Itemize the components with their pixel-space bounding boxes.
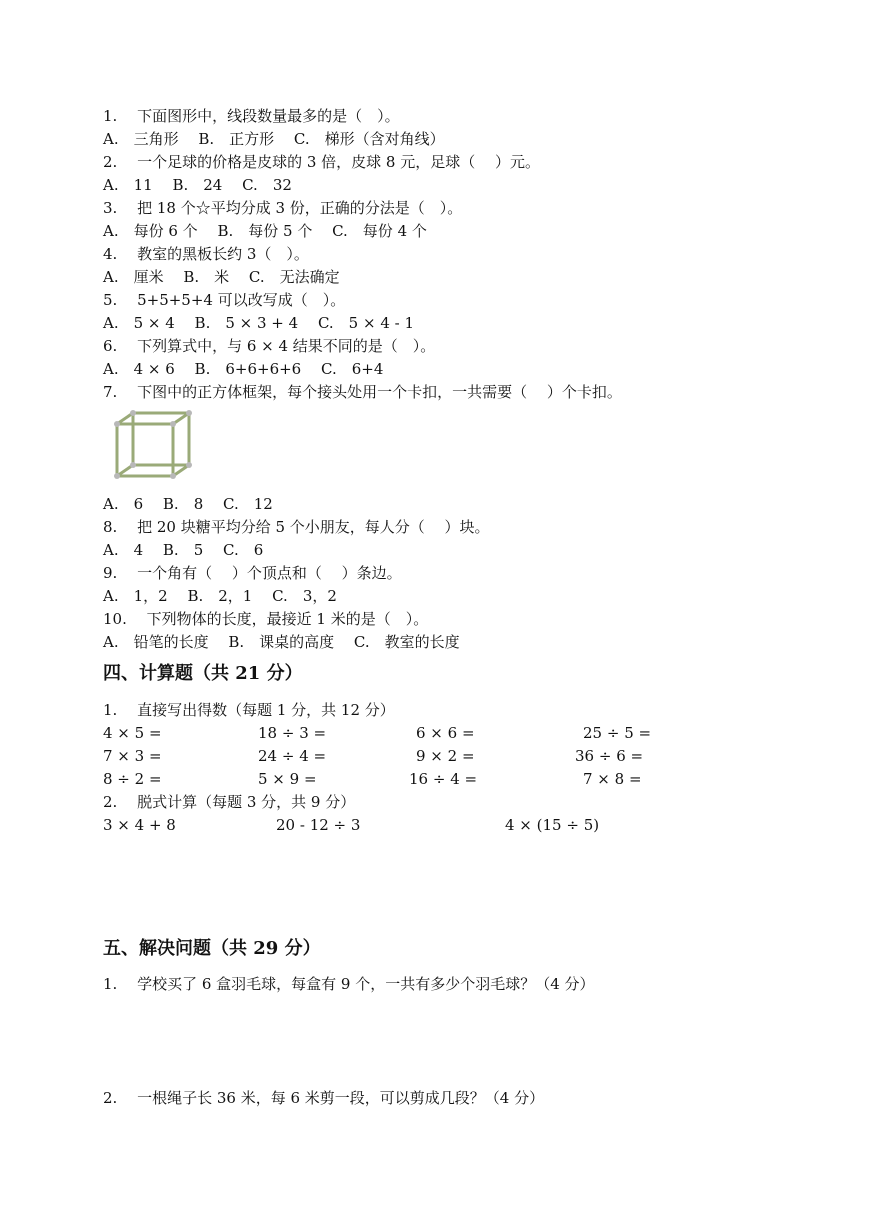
question-6-options: A. 4 × 6 B. 6+6+6+6 C. 6+4 bbox=[103, 360, 384, 378]
question-5-options: A. 5 × 4 B. 5 × 3 + 4 C. 5 × 4 - 1 bbox=[103, 314, 415, 332]
expression-item: 20 - 12 ÷ 3 bbox=[276, 816, 361, 834]
question-4-options: A. 厘米 B. 米 C. 无法确定 bbox=[103, 268, 340, 286]
question-9-options: A. 1，2 B. 2，1 C. 3，2 bbox=[103, 587, 337, 605]
calc-item: 24 ÷ 4 = bbox=[258, 747, 327, 765]
question-10: 10. 下列物体的长度，最接近 1 米的是（ ）。 bbox=[103, 610, 429, 628]
question-6: 6. 下列算式中，与 6 × 4 结果不同的是（ ）。 bbox=[103, 337, 436, 355]
expression-item: 4 × (15 ÷ 5) bbox=[505, 816, 600, 834]
question-2-options: A. 11 B. 24 C. 32 bbox=[103, 176, 292, 194]
question-8-options: A. 4 B. 5 C. 6 bbox=[103, 541, 264, 559]
expression-item: 3 × 4 + 8 bbox=[103, 816, 176, 834]
question-2: 2. 一个足球的价格是皮球的 3 倍，皮球 8 元，足球（ ）元。 bbox=[103, 153, 541, 171]
calc-item: 25 ÷ 5 = bbox=[583, 724, 652, 742]
section-4-sub2: 2. 脱式计算（每题 3 分，共 9 分） bbox=[103, 793, 356, 811]
section-4-sub1: 1. 直接写出得数（每题 1 分，共 12 分） bbox=[103, 701, 395, 719]
calc-item: 8 ÷ 2 = bbox=[103, 770, 162, 788]
question-7-options: A. 6 B. 8 C. 12 bbox=[103, 495, 273, 513]
calc-item: 6 × 6 = bbox=[416, 724, 475, 742]
question-10-options: A. 铅笔的长度 B. 课桌的高度 C. 教室的长度 bbox=[103, 633, 460, 651]
question-5: 5. 5+5+5+4 可以改写成（ ）。 bbox=[103, 291, 346, 309]
calc-item: 7 × 3 = bbox=[103, 747, 162, 765]
calc-item: 4 × 5 = bbox=[103, 724, 162, 742]
question-3-options: A. 每份 6 个 B. 每份 5 个 C. 每份 4 个 bbox=[103, 222, 427, 240]
calc-item: 7 × 8 = bbox=[583, 770, 642, 788]
question-8: 8. 把 20 块糖平均分给 5 个小朋友，每人分（ ）块。 bbox=[103, 518, 490, 536]
question-4: 4. 教室的黑板长约 3（ ）。 bbox=[103, 245, 309, 263]
problem-1: 1. 学校买了 6 盒羽毛球，每盒有 9 个，一共有多少个羽毛球？（4 分） bbox=[103, 975, 595, 993]
question-3: 3. 把 18 个☆平均分成 3 份，正确的分法是（ ）。 bbox=[103, 199, 463, 217]
question-1-options: A. 三角形 B. 正方形 C. 梯形（含对角线） bbox=[103, 130, 445, 148]
calc-item: 36 ÷ 6 = bbox=[575, 747, 644, 765]
question-9: 9. 一个角有（ ）个顶点和（ ）条边。 bbox=[103, 564, 402, 582]
calc-item: 16 ÷ 4 = bbox=[409, 770, 478, 788]
question-7: 7. 下图中的正方体框架，每个接头处用一个卡扣，一共需要（ ）个卡扣。 bbox=[103, 383, 622, 401]
question-1: 1. 下面图形中，线段数量最多的是（ ）。 bbox=[103, 107, 400, 125]
calc-item: 18 ÷ 3 = bbox=[258, 724, 327, 742]
cube-frame-icon bbox=[113, 410, 195, 480]
calc-item: 9 × 2 = bbox=[416, 747, 475, 765]
calc-item: 5 × 9 = bbox=[258, 770, 317, 788]
section-4-title: 四、计算题（共 21 分） bbox=[103, 663, 303, 684]
section-5-title: 五、解决问题（共 29 分） bbox=[103, 938, 321, 959]
problem-2: 2. 一根绳子长 36 米，每 6 米剪一段，可以剪成几段？（4 分） bbox=[103, 1089, 545, 1107]
